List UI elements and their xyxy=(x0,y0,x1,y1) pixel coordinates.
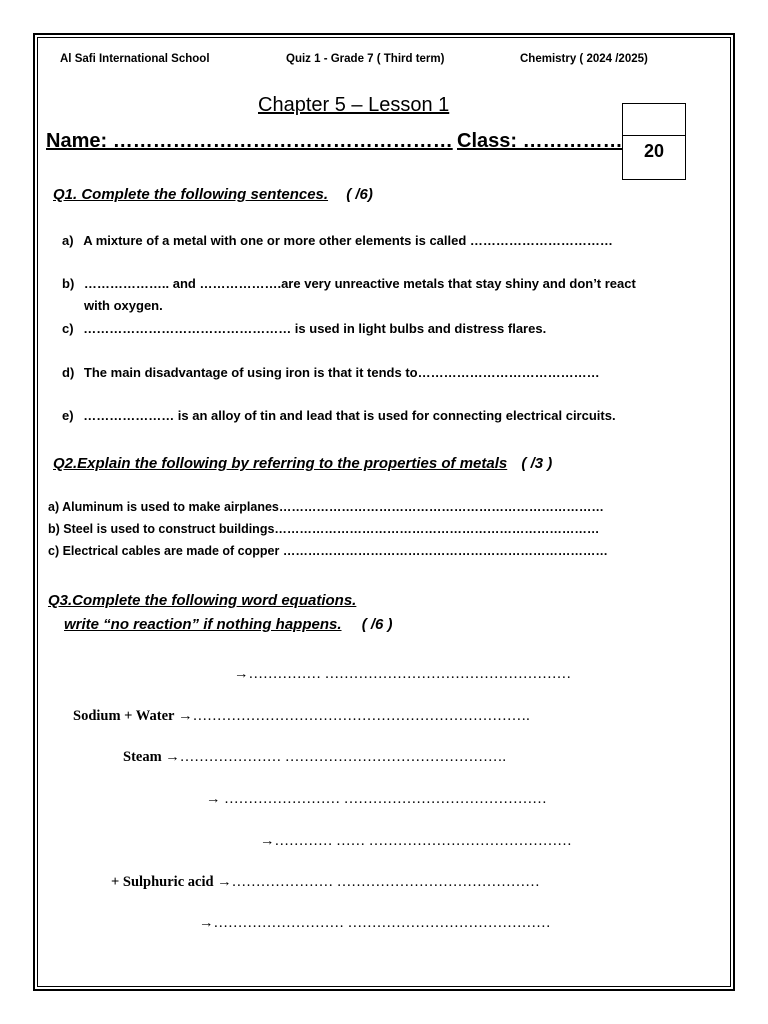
q1-item-letter: b) xyxy=(62,276,75,291)
q2-heading-text: Q2.Explain the following by referring to the properties of metals xyxy=(53,455,508,472)
q3-heading-text: write “no reaction” if nothing happens. xyxy=(64,616,342,633)
q1-item-text: ………………… is an alloy of tin and lead that is used for connecting electrical circuits. xyxy=(83,408,616,423)
q1-item-text: The main disadvantage of using iron is that it tends to…………………………………… xyxy=(83,365,600,380)
q2-item-a: a) Aluminum is used to make airplanes…………………………………………………………………… xyxy=(48,500,604,514)
q1-item-text: ……………….. and ……………….are very unreactive metals that stay shiny and don’t react xyxy=(83,276,636,291)
equation-answer-line: →…………… …………………………………………… xyxy=(234,666,572,682)
q2-heading xyxy=(53,455,552,472)
equation-answer-line: →……………………………………………………………. xyxy=(174,708,530,724)
q1-item-letter: e) xyxy=(62,408,74,423)
score-total: 20 xyxy=(643,141,665,161)
q2-item-b: b) Steel is used to construct buildings…………………………………………………………………… xyxy=(48,522,600,536)
q3-heading-line1: Q3.Complete the following word equations. xyxy=(48,592,357,609)
q1-item-d xyxy=(62,365,600,380)
equation-3 xyxy=(123,749,506,766)
equation-answer-line: →………………… …………………………………… xyxy=(213,874,540,890)
score-box xyxy=(622,103,686,180)
equation-4 xyxy=(206,791,547,808)
equation-reactant: + Sulphuric acid xyxy=(111,874,214,890)
q1-item-text: A mixture of a metal with one or more other elements is called …………………………… xyxy=(83,233,613,248)
q1-item-b xyxy=(62,276,636,291)
equation-6 xyxy=(111,874,540,891)
equation-2 xyxy=(73,708,530,725)
q1-heading xyxy=(53,186,373,203)
equation-reactant: Sodium + Water xyxy=(73,708,175,724)
q1-marks: ( /6) xyxy=(346,186,373,203)
equation-answer-line: → …………………… …………………………………… xyxy=(206,791,547,807)
equation-7 xyxy=(199,915,551,932)
q1-heading-text: Q1. Complete the following sentences. xyxy=(53,186,329,203)
class-field[interactable]: Class: …………… xyxy=(457,130,623,152)
q1-item-text: ………………………………………… is used in light bulbs and distress flares. xyxy=(83,321,547,336)
q2-item-c: c) Electrical cables are made of copper …………………………………………………………………… xyxy=(48,544,608,558)
equation-1 xyxy=(234,666,571,683)
q1-item-b-continued: with oxygen. xyxy=(84,298,163,313)
q2-marks: ( /3 ) xyxy=(521,455,553,472)
equation-answer-line: →………… …… …………………………………… xyxy=(260,833,572,849)
q3-heading-line2 xyxy=(64,616,393,633)
equation-reactant: Steam xyxy=(123,749,162,765)
page-title: Chapter 5 – Lesson 1 xyxy=(258,94,450,116)
equation-answer-line: →………………… ………………………………………. xyxy=(161,749,507,765)
q1-item-e xyxy=(62,408,616,423)
q1-item-c xyxy=(62,321,546,336)
q1-item-letter: c) xyxy=(62,321,74,336)
school-name: Al Safi International School xyxy=(60,53,210,65)
subject-label: Chemistry ( 2024 /2025) xyxy=(520,53,648,65)
q1-item-a xyxy=(62,233,613,248)
quiz-label: Quiz 1 - Grade 7 ( Third term) xyxy=(286,53,445,65)
equation-5 xyxy=(260,833,572,850)
equation-answer-line: →……………………… …………………………………… xyxy=(199,915,551,931)
q3-marks: ( /6 ) xyxy=(361,616,393,633)
name-field[interactable]: Name: …………………………………………… xyxy=(46,130,453,152)
score-box-divider xyxy=(623,135,685,136)
q1-item-letter: a) xyxy=(62,233,74,248)
q1-item-letter: d) xyxy=(62,365,75,380)
